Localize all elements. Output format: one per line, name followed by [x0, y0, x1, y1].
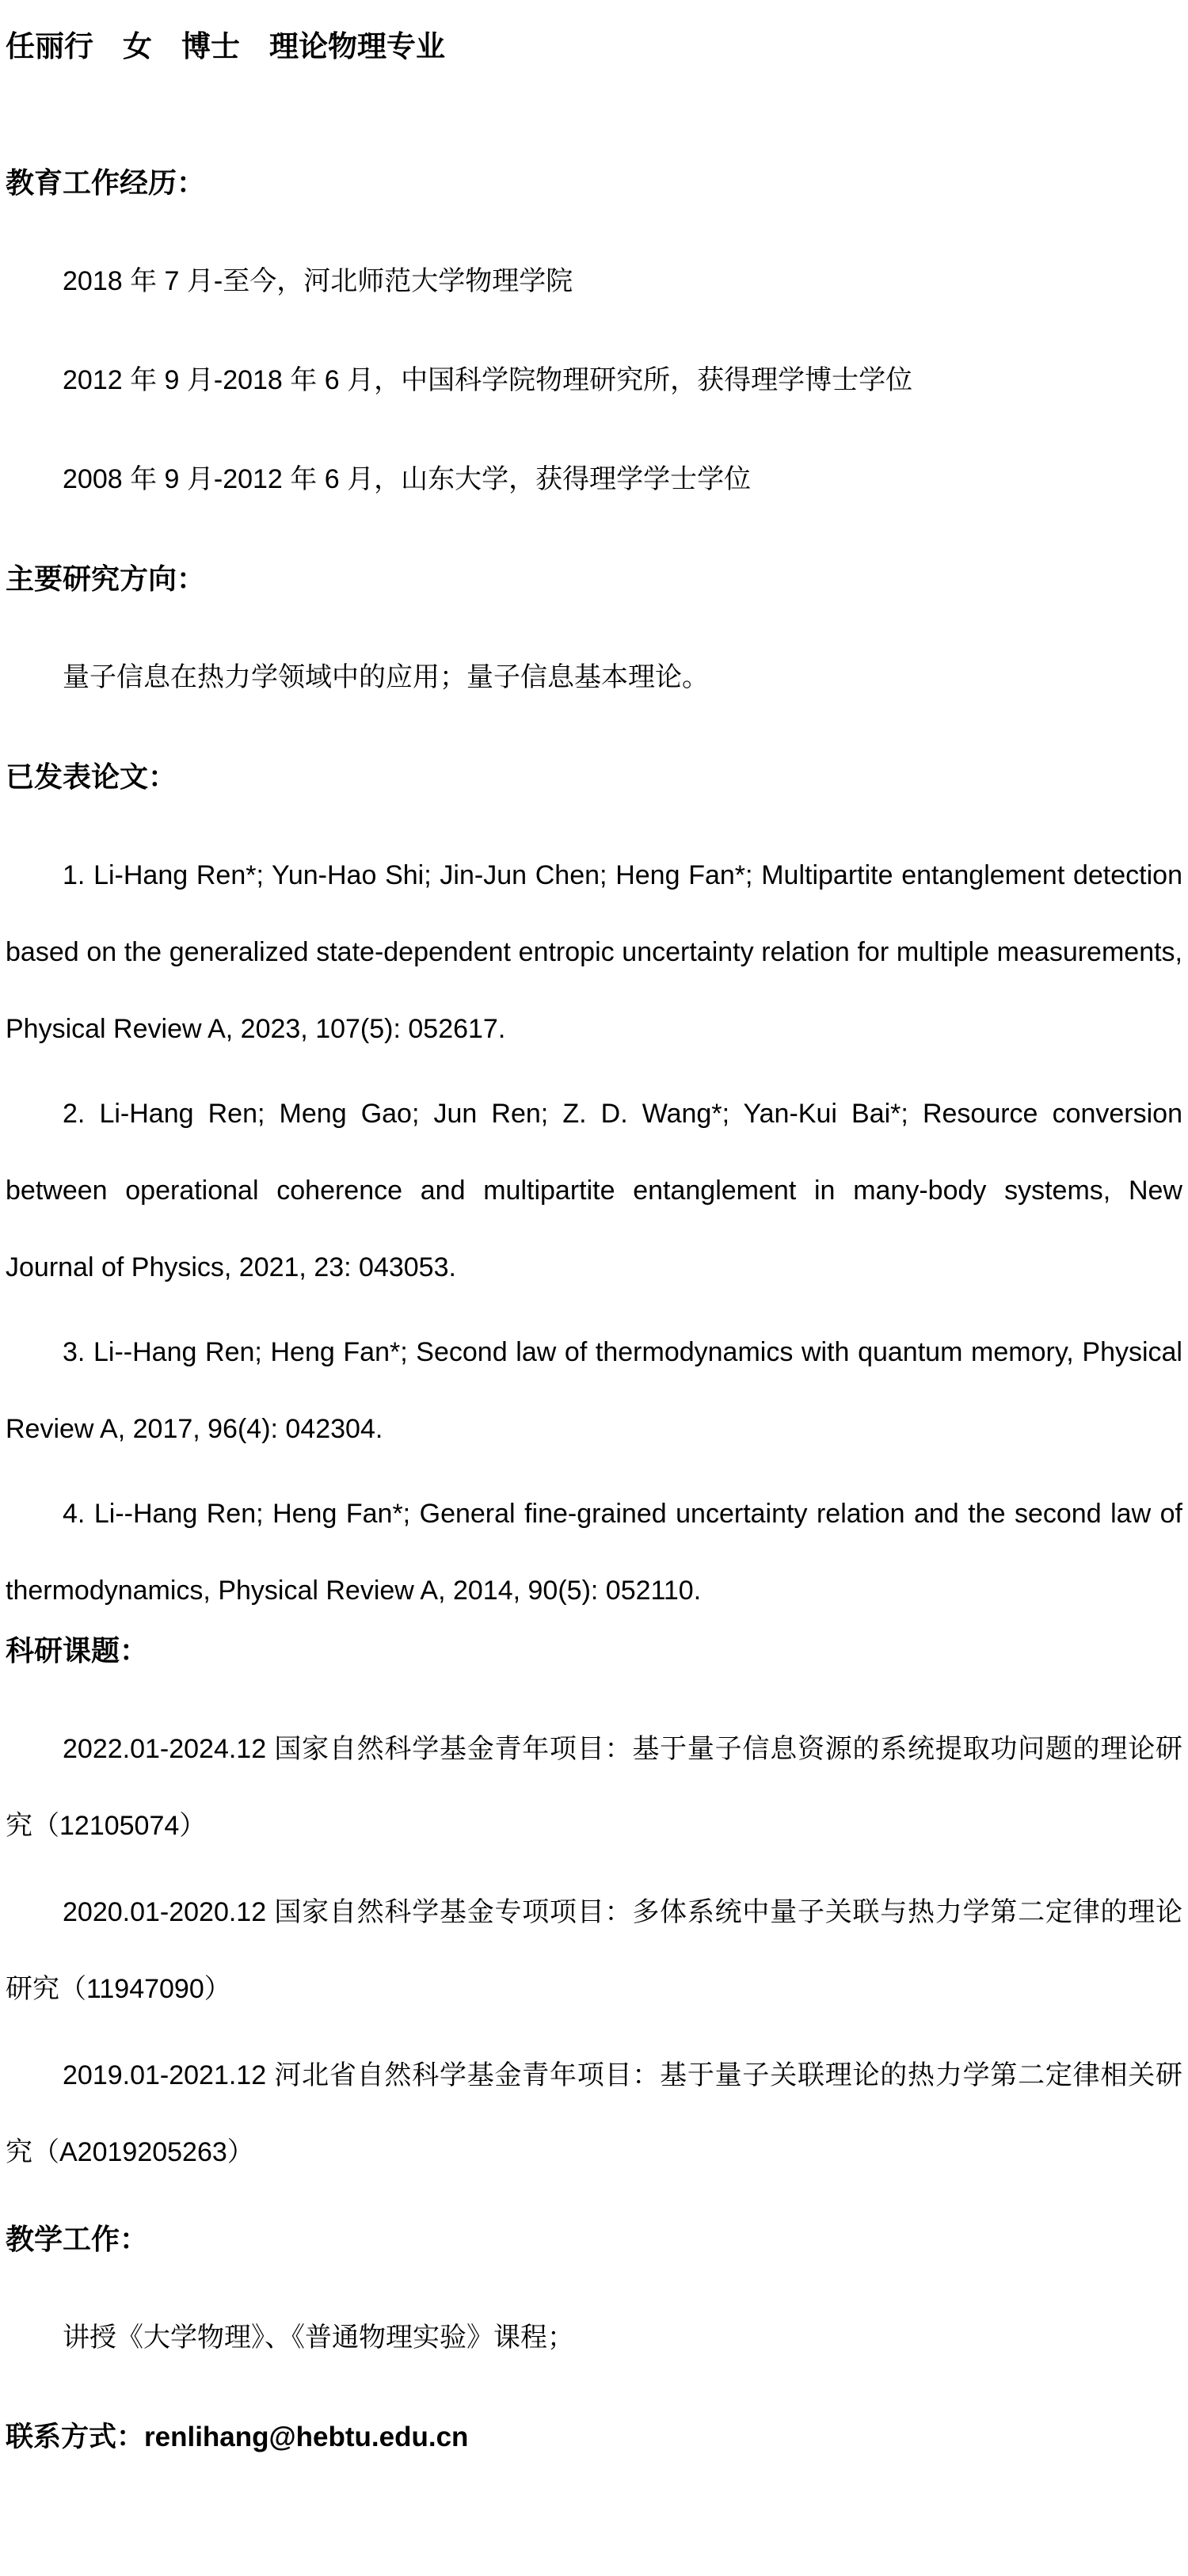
research-direction-text: 量子信息在热力学领域中的应用；量子信息基本理论。 [63, 662, 709, 692]
section-heading-research-direction: 主要研究方向： [6, 562, 206, 595]
publication-item: 2. Li-Hang Ren; Meng Gao; Jun Ren; Z. D. Wang*; Yan-Kui Bai*; Resource conversion between operational coherence and multipartite entanglement in many-body systems, New Journal of Physics, 2021, 23: 043053. [6, 1099, 1182, 1282]
publication-item: 3. Li--Hang Ren; Heng Fan*; Second law of thermodynamics with quantum memory, Physical Review A, 2017, 96(4): 042304. [6, 1337, 1182, 1444]
project-item: 2019.01-2021.12 河北省自然科学基金青年项目：基于量子关联理论的热力学第二定律相关研究（A2019205263） [6, 2060, 1182, 2167]
contact-line: 联系方式：renlihang@hebtu.edu.cn [6, 2422, 469, 2452]
section-heading-projects: 科研课题： [6, 1634, 149, 1667]
section-heading-publications: 已发表论文： [6, 760, 177, 793]
education-item: 2012 年 9 月-2018 年 6 月，中国科学院物理研究所，获得理学博士学位 [63, 365, 913, 395]
project-item: 2022.01-2024.12 国家自然科学基金青年项目：基于量子信息资源的系统提取功问题的理论研究（12105074） [6, 1734, 1182, 1841]
education-item: 2018 年 7 月-至今，河北师范大学物理学院 [63, 266, 573, 296]
publication-item: 4. Li--Hang Ren; Heng Fan*; General fine-grained uncertainty relation and the second law of thermodynamics, Physical Review A, 2014, 90(5): 052110. [6, 1499, 1182, 1606]
resume-title: 任丽行 女 博士 理论物理专业 [6, 30, 445, 63]
teaching-text: 讲授《大学物理》、《普通物理实验》课程； [63, 2323, 574, 2353]
project-item: 2020.01-2020.12 国家自然科学基金专项项目：多体系统中量子关联与热力学第二定律的理论研究（11947090） [6, 1897, 1182, 2004]
publication-item: 1. Li-Hang Ren*; Yun-Hao Shi; Jin-Jun Chen; Heng Fan*; Multipartite entanglement detection based on the generalized state-dependent entropic uncertainty relation for multiple measurements, Physical Review A, 2023, 107(5): 052617. [6, 860, 1182, 1044]
section-heading-education: 教育工作经历： [6, 166, 206, 199]
section-heading-teaching: 教学工作： [6, 2223, 149, 2255]
education-item: 2008 年 9 月-2012 年 6 月，山东大学，获得理学学士学位 [63, 464, 752, 494]
